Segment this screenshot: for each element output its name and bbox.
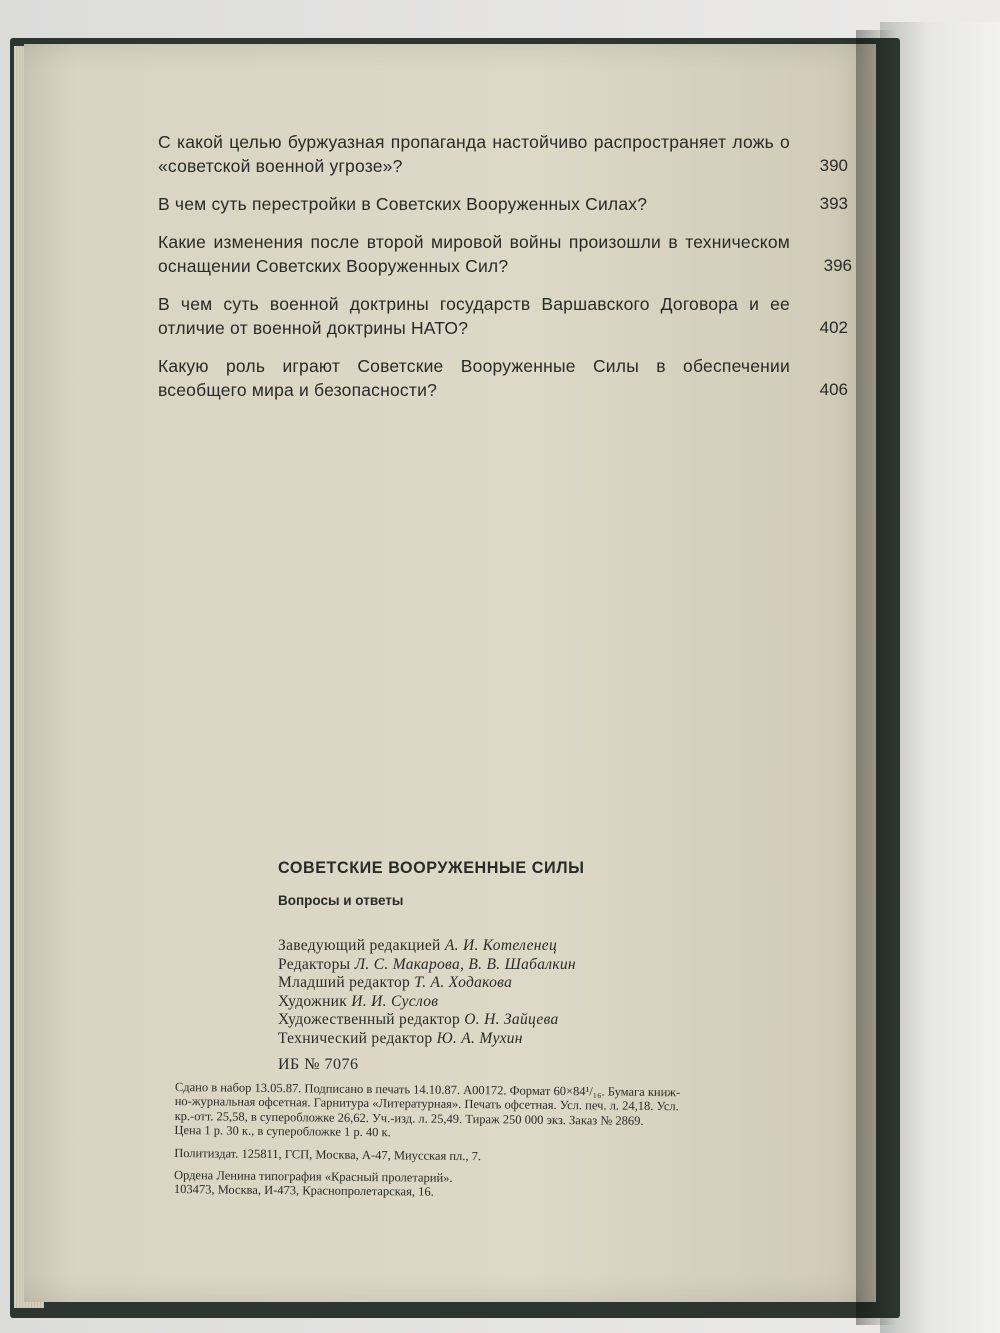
table-of-contents [158, 130, 852, 416]
ib-number: ИБ № 7076 [278, 1056, 359, 1073]
staff-name: О. Н. Зайцева [464, 1011, 559, 1028]
toc-entry-title: В чем суть перестройки в Советских Вооруженных Силах? [158, 194, 648, 214]
staff-line [278, 937, 576, 956]
toc-entry-title: В чем суть военной доктрины государств Варшавского Договора и ее отличие от военной доктрины НАТО? [158, 294, 790, 338]
toc-entry-title: Какую роль играют Советские Вооруженные Силы в обеспечении всеобщего мира и безопасности? [158, 356, 790, 400]
staff-line [278, 956, 576, 975]
toc-entry-title: С какой целью буржуазная пропаганда настойчиво распространяет ложь о «советской военной угрозе»? [158, 132, 790, 176]
staff-name: А. И. Котеленец [444, 937, 557, 954]
imprint-line: но-журнальная офсетная. Гарнитура «Литературная». Печать офсетная. Усл. печ. л. 24,18. Усл. [174, 1094, 679, 1114]
book-subtitle: Вопросы и ответы [278, 893, 404, 908]
staff-line [278, 993, 576, 1012]
staff-role: Технический редактор [278, 1029, 433, 1047]
toc-entry-page: 390 [819, 156, 848, 175]
printer-line: 103473, Москва, И-473, Краснопролетарская, 16. [173, 1182, 434, 1200]
toc-entry-page: 406 [819, 380, 848, 399]
toc-entry-title: Какие изменения после второй мировой войны произошли в техническом оснащении Советских Вооруженных Сил? [158, 232, 790, 276]
toc-entry [158, 230, 852, 278]
printer-line: Ордена Ленина типография «Красный пролетарий». [173, 1168, 453, 1185]
book-title: СОВЕТСКИЕ ВООРУЖЕННЫЕ СИЛЫ [278, 858, 585, 877]
imprint-line: Сдано в набор 13.05.87. Подписано в печать 14.10.87. А00172. Формат 60×84¹/₁₆. Бумага книж- [174, 1080, 681, 1100]
staff-role: Редакторы [278, 955, 351, 973]
staff-name: Л. С. Макарова, В. В. Шабалкин [354, 955, 576, 973]
publisher-address: Политиздат. 125811, ГСП, Москва, А-47, Миусская пл., 7. [174, 1145, 482, 1163]
toc-entry-page: 402 [819, 318, 848, 337]
gutter-shadow [856, 30, 896, 1325]
toc-entry [158, 130, 848, 178]
staff-line [278, 1011, 576, 1030]
staff-name: Ю. А. Мухин [436, 1029, 523, 1047]
staff-role: Художественный редактор [278, 1011, 461, 1028]
imprint-line: Цена 1 р. 30 к., в суперобложке 1 р. 40 к. [174, 1123, 391, 1140]
staff-name: Т. А. Ходакова [414, 974, 513, 991]
staff-role: Заведующий редакцией [278, 937, 441, 954]
editorial-staff [278, 937, 576, 1048]
staff-name: И. И. Суслов [351, 992, 439, 1010]
staff-role: Художник [278, 992, 348, 1010]
toc-entry-page: 393 [819, 194, 848, 213]
imprint-line: кр.-отт. 25,58, в суперобложке 26,62. Уч.-изд. л. 25,49. Тираж 250 000 экз. Заказ № 2869. [174, 1108, 644, 1128]
toc-entry [158, 192, 848, 216]
staff-line [278, 1030, 576, 1049]
imprint-block [174, 1080, 855, 1204]
staff-line [278, 974, 576, 993]
staff-role: Младший редактор [278, 974, 411, 991]
toc-entry-page: 396 [823, 256, 852, 275]
toc-entry [158, 292, 848, 340]
toc-entry [158, 354, 848, 402]
